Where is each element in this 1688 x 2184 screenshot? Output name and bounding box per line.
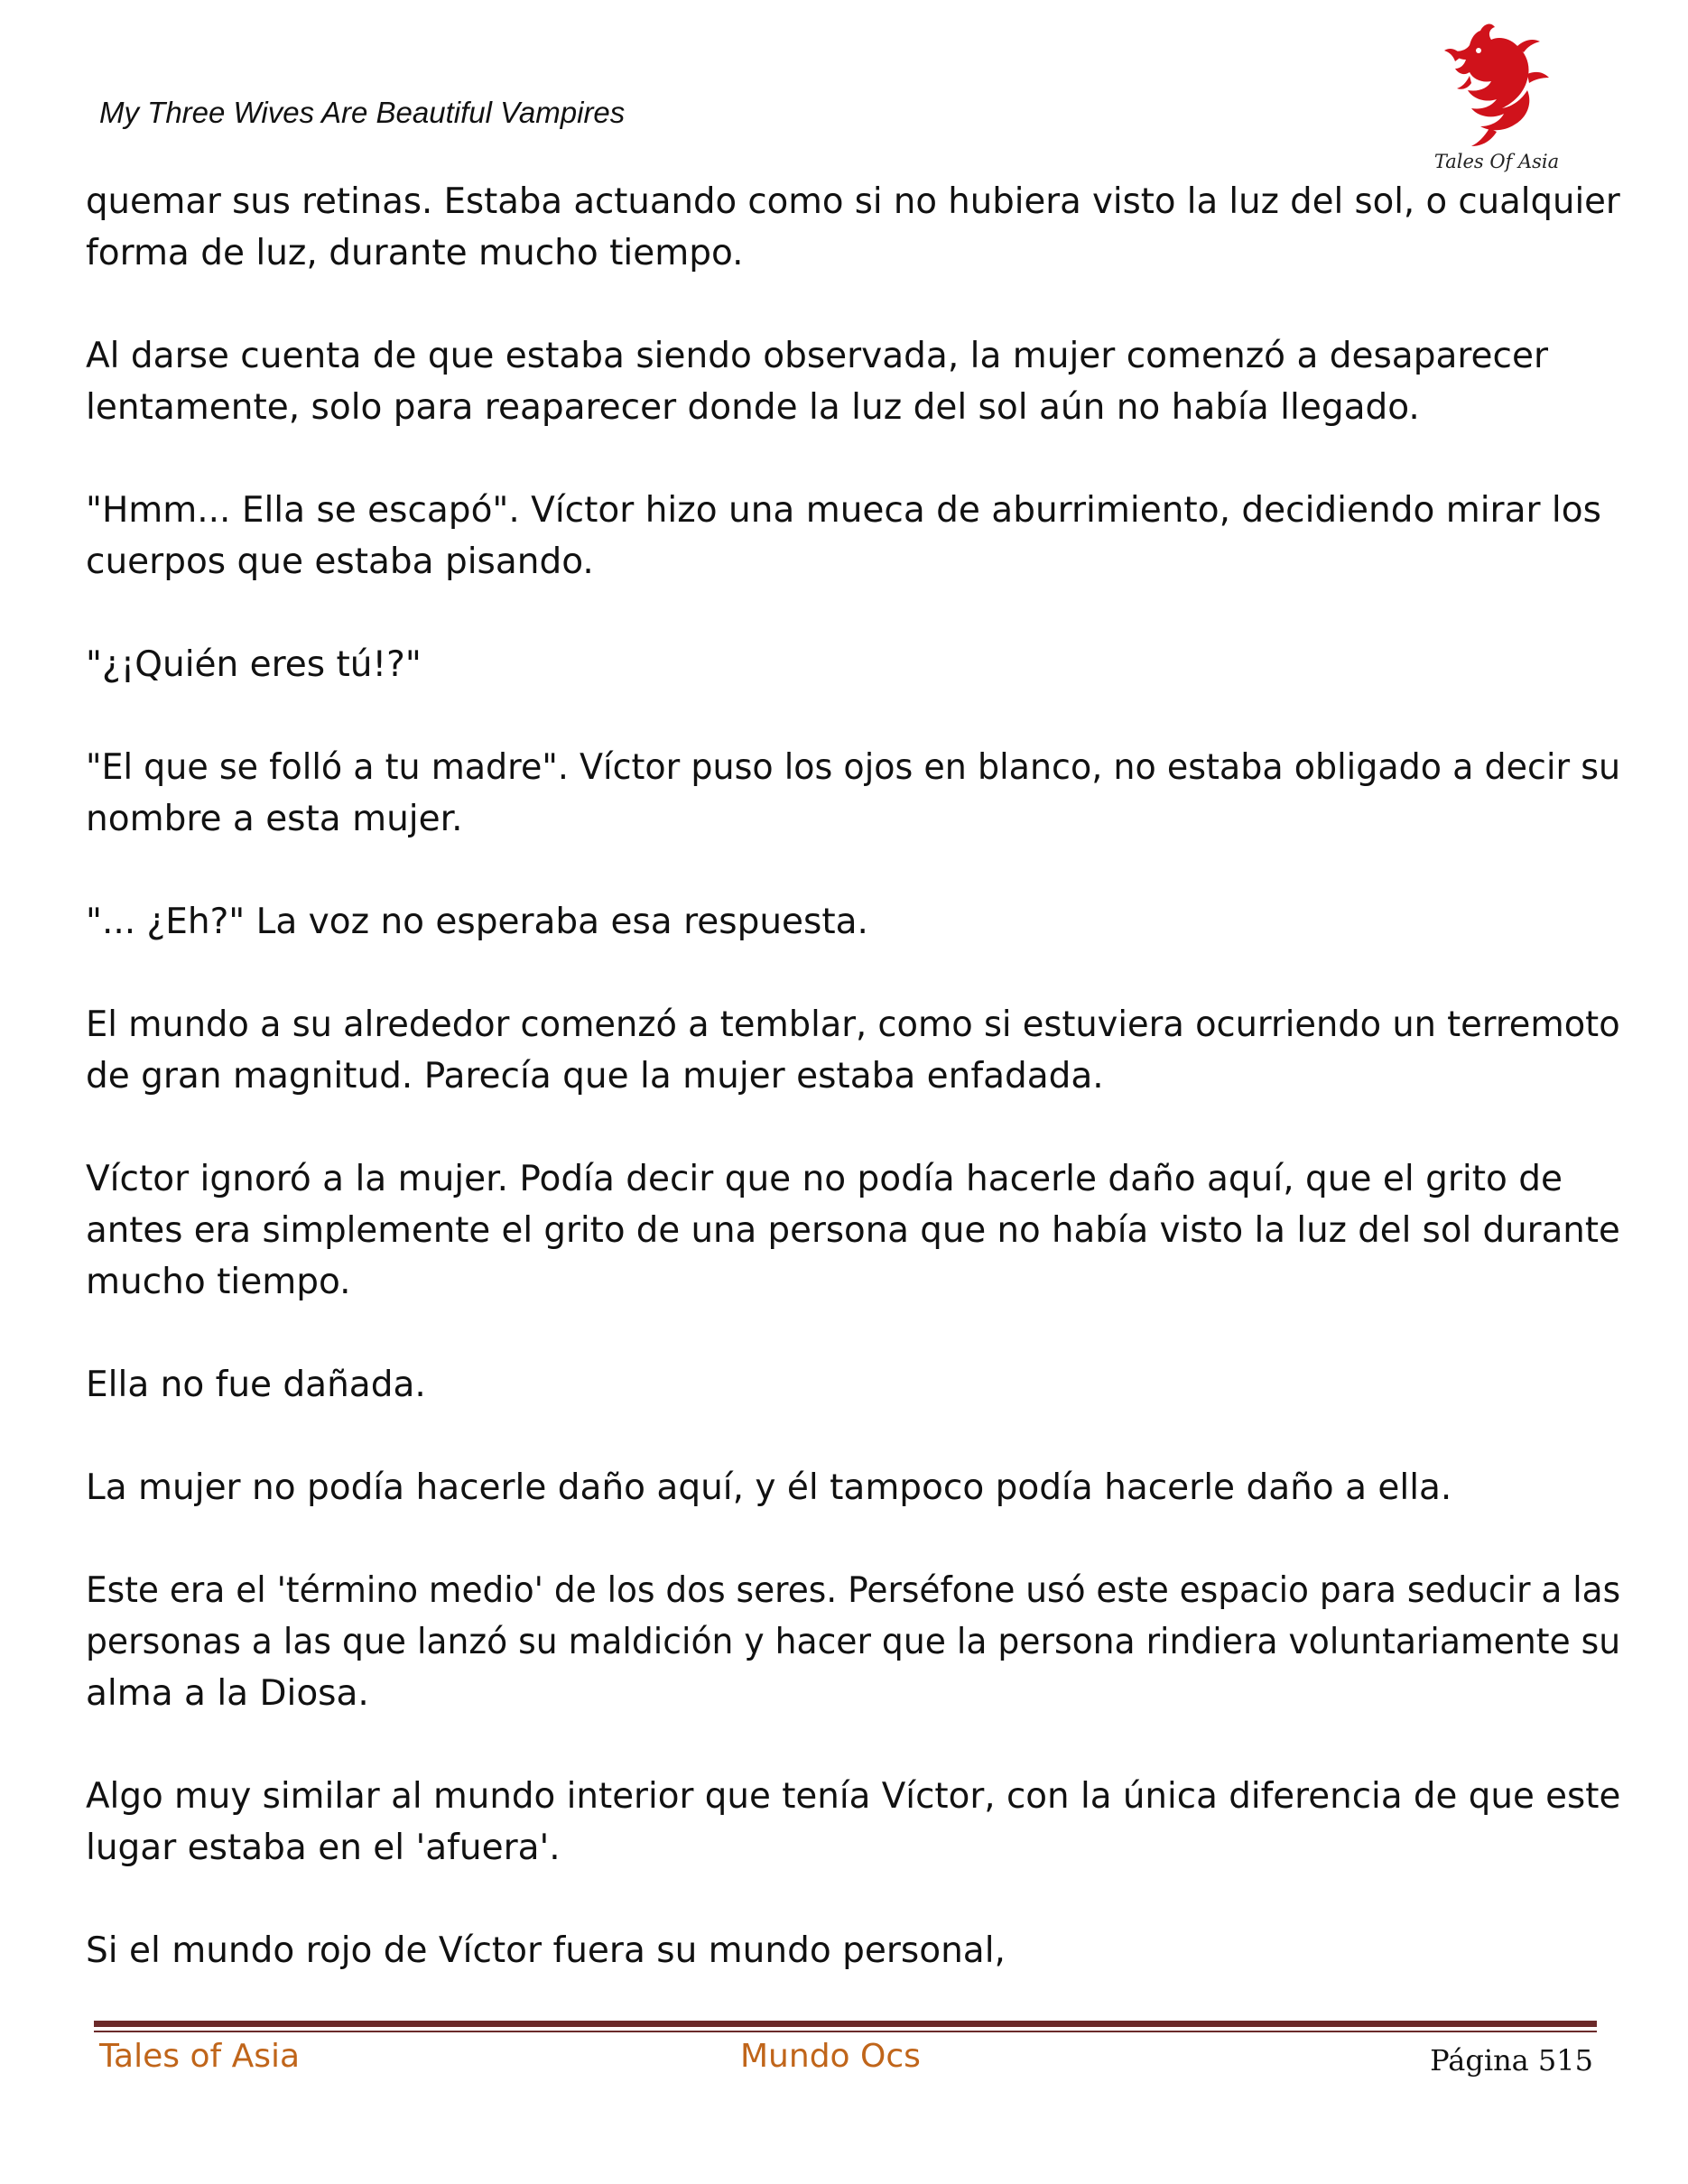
- paragraph-line: personas a las que lanzó su maldición y hacer que la persona rindiera voluntariamente su: [86, 1622, 1621, 1662]
- paragraph: [86, 1359, 1620, 1411]
- paragraph-line: nombre a esta mujer.: [86, 799, 463, 839]
- paragraph-line: cuerpos que estaba pisando.: [86, 541, 594, 582]
- paragraph-line: Algo muy similar al mundo interior que tenía Víctor, con la única diferencia de que este: [86, 1776, 1621, 1817]
- paragraph-line: lentamente, solo para reaparecer donde la luz del sol aún no había llegado.: [86, 387, 1420, 428]
- paragraph: [86, 1153, 1620, 1308]
- paragraph: [86, 999, 1620, 1102]
- paragraph-line: El mundo a su alrededor comenzó a temblar, como si estuviera ocurriendo un terremoto: [86, 1004, 1620, 1045]
- paragraph-line: Víctor ignoró a la mujer. Podía decir que no podía hacerle daño aquí, que el grito de: [86, 1159, 1563, 1199]
- logo-caption: Tales Of Asia: [1433, 151, 1560, 172]
- paragraph: [86, 330, 1620, 433]
- dragon-icon: [1426, 20, 1562, 155]
- paragraph-line: mucho tiempo.: [86, 1262, 351, 1302]
- paragraph-line: forma de luz, durante mucho tiempo.: [86, 233, 744, 273]
- paragraph-line: La mujer no podía hacerle daño aquí, y él tampoco podía hacerle daño a ella.: [86, 1467, 1452, 1508]
- paragraph: [86, 176, 1620, 279]
- paragraph: [86, 896, 1620, 948]
- paragraph-line: "El que se folló a tu madre". Víctor puso los ojos en blanco, no estaba obligado a decir su: [86, 747, 1621, 788]
- paragraph: [86, 1462, 1620, 1513]
- paragraph-line: Ella no fue dañada.: [86, 1365, 426, 1405]
- paragraph-line: quemar sus retinas. Estaba actuando como si no hubiera visto la luz del sol, o cualquier: [86, 181, 1620, 222]
- paragraph: [86, 1771, 1620, 1874]
- paragraph-line: "Hmm... Ella se escapó". Víctor hizo una mueca de aburrimiento, decidiendo mirar los: [86, 490, 1601, 531]
- paragraph-line: alma a la Diosa.: [86, 1673, 369, 1714]
- paragraph-line: "¿¡Quién eres tú!?": [86, 644, 422, 685]
- footer-rule: [94, 2021, 1597, 2027]
- paragraph-line: Al darse cuenta de que estaba siendo observada, la mujer comenzó a desaparecer: [86, 336, 1549, 376]
- footer-site-name: Tales of Asia: [99, 2038, 301, 2075]
- paragraph-line: "... ¿Eh?" La voz no esperaba esa respuesta.: [86, 902, 868, 942]
- paragraph-line: de gran magnitud. Parecía que la mujer estaba enfadada.: [86, 1056, 1104, 1097]
- page-number: Página 515: [1430, 2043, 1593, 2078]
- running-header-title: My Three Wives Are Beautiful Vampires: [99, 96, 626, 129]
- footer-rule-thin: [94, 2031, 1597, 2032]
- paragraph: [86, 1925, 1620, 1976]
- paragraph-line: antes era simplemente el grito de una persona que no había visto la luz del sol durante: [86, 1210, 1620, 1251]
- paragraph-line: Si el mundo rojo de Víctor fuera su mundo personal,: [86, 1930, 1006, 1971]
- paragraph-line: lugar estaba en el 'afuera'.: [86, 1828, 561, 1868]
- paragraph: [86, 1565, 1620, 1719]
- paragraph: [86, 639, 1620, 690]
- footer-section-name: Mundo Ocs: [740, 2038, 921, 2075]
- paragraph: [86, 485, 1620, 588]
- paragraph: [86, 742, 1620, 845]
- paragraph-line: Este era el 'término medio' de los dos seres. Perséfone usó este espacio para seducir a las: [86, 1570, 1621, 1611]
- page-body: [86, 176, 1620, 2028]
